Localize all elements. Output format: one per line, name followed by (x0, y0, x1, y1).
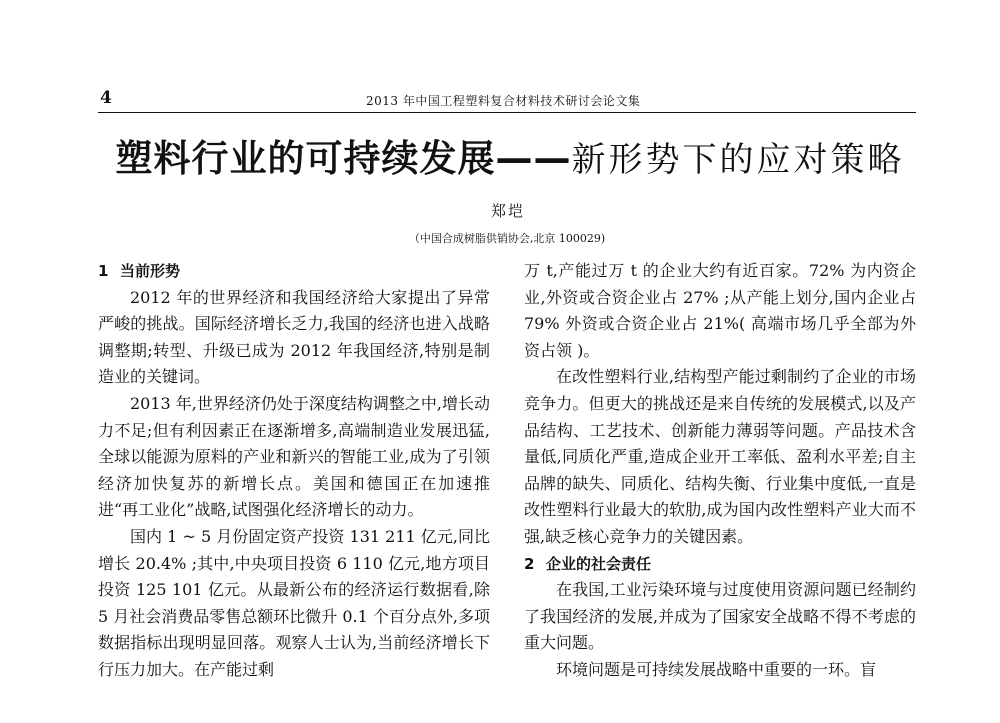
section-title: 当前形势 (120, 262, 181, 280)
left-column (98, 258, 490, 684)
header-rule (98, 112, 916, 113)
section-heading (98, 258, 490, 285)
body-paragraph: 在我国,工业污染环境与过度使用资源问题已经制约了我国经济的发展,并成为了国家安全战略不得不考虑的重大问题。 (524, 580, 916, 653)
body-paragraph: 2013 年,世界经济仍处于深度结构调整之中,增长动力不足;但有利因素正在逐渐增多,高端制造业发展迅猛,全球以能源为原料的产业和新兴的智能工业,成为了引领经济加快复苏的新增长点。美国和德国正在加速推进“再工业化”战略,试图强化经济增长的动力。 (98, 393, 490, 520)
section-number: 2 (524, 554, 535, 573)
running-head: 2013 年中国工程塑料复合材料技术研讨会论文集 (366, 94, 641, 108)
author-name: 郑垲 (490, 202, 525, 220)
article-title (0, 128, 1000, 182)
body-paragraph: 环境问题是可持续发展战略中重要的一环。盲 (556, 659, 877, 679)
section-title: 企业的社会责任 (546, 554, 652, 573)
body-paragraph: 2012 年的世界经济和我国经济给大家提出了异常严峻的挑战。国际经济增长乏力,我国的经济也进入战略调整期;转型、升级已成为 2012 年我国经济,特别是制造业的关键词。 (98, 287, 490, 387)
body-paragraph: 国内 1 ~ 5 月份固定资产投资 131 211 亿元,同比增长 20.4% ;其中,中央项目投资 6 110 亿元,地方项目投资 125 101 亿元。从最新公布的经济运行数据看,除 5 月社会消费品零售总额环比微升 0.1 个百分点外,多项数据指标出现明显回落。观察人士认为,当前经济增长下行压力加大。在产能过剩 (98, 526, 490, 679)
page-number: 4 (100, 88, 112, 108)
section-number: 1 (98, 262, 109, 280)
title-subtitle: 新形势下的应对策略 (571, 140, 905, 180)
section-heading (524, 551, 916, 578)
title-main: 塑料行业的可持续发展—— (115, 137, 572, 180)
body-paragraph: 在改性塑料行业,结构型产能过剩制约了企业的市场竞争力。但更大的挑战还是来自传统的发展模式,以及产品结构、工艺技术、创新能力薄弱等问题。产品技术含量低,同质化严重,造成企业开工率低、盈利水平差;自主品牌的缺失、同质化、结构失衡、行业集中度低,一直是改性塑料行业最大的软肋,成为国内改性塑料产业大而不强,缺乏核心竞争力的关键因素。 (524, 367, 916, 546)
right-column (524, 258, 916, 684)
continued-paragraph: 万 t,产能过万 t 的企业大约有近百家。72% 为内资企业,外资或合资企业占 27% ;从产能上划分,国内企业占 79% 外资或合资企业占 21%( 高端市场几乎全部为外资占领 )。 (524, 261, 916, 360)
author-affiliation: （中国合成树脂供销协会,北京 100029) (408, 232, 606, 245)
